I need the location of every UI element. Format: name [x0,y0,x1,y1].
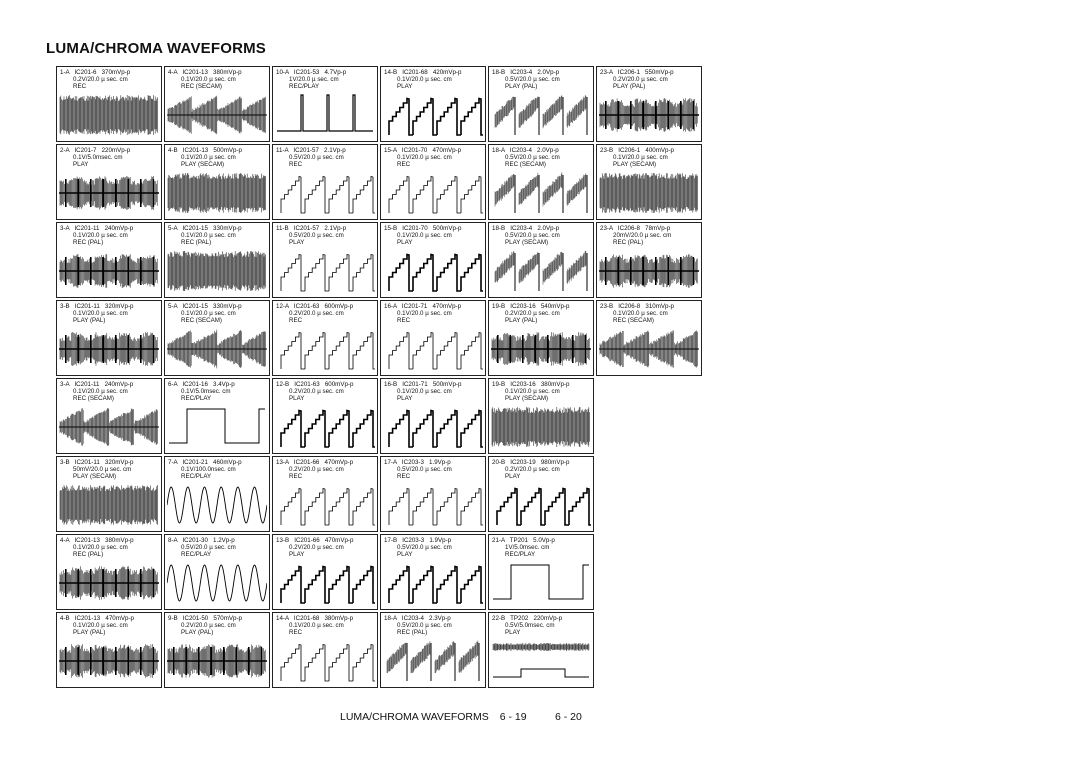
waveform-label [492,147,591,168]
scope-setting: 0.1V/5.0msec. cm [73,154,123,162]
waveform-label [168,147,267,168]
waveform-label [168,303,267,324]
waveform-label [384,459,483,480]
waveform-label [276,225,375,246]
waveform-panel [488,534,594,610]
waveform-grid [56,66,707,694]
waveform-panel [164,144,270,220]
test-point-id: 16-A IC201-71 470mVp-p [384,303,462,310]
waveform-trace [59,559,159,607]
test-point-id: 21-A TP201 5.0Vp-p [492,537,555,544]
waveform-label [384,381,483,402]
waveform-trace [491,325,591,373]
mode-label: PLAY [397,83,413,91]
mode-label: REC/PLAY [505,551,536,559]
scope-setting: 0.1V/20.0 µ sec. cm [397,76,452,84]
scope-setting: 0.1V/20.0 µ sec. cm [181,76,236,84]
scope-setting: 0.5V/20.0 µ sec. cm [505,76,560,84]
test-point-id: 23-A IC206-1 550mVp-p [600,69,674,76]
waveform-label [384,615,483,636]
scope-setting: 1V/20.0 µ sec. cm [289,76,339,84]
waveform-label [600,225,699,246]
waveform-trace [491,637,591,685]
waveform-trace [167,637,267,685]
test-point-id: 18-A IC203-4 2.3Vp-p [384,615,451,622]
waveform-trace [275,481,375,529]
waveform-trace [599,169,699,217]
waveform-panel [272,300,378,376]
waveform-trace [167,91,267,139]
test-point-id: 6-A IC201-16 3.4Vp-p [168,381,235,388]
scope-setting: 0.1V/20.0 µ sec. cm [73,388,128,396]
mode-label: PLAY (PAL) [73,629,106,637]
scope-setting: 0.1V/20.0 µ sec. cm [397,388,452,396]
waveform-panel [164,378,270,454]
test-point-id: 12-A IC201-63 600mVp-p [276,303,354,310]
mode-label: PLAY (PAL) [73,317,106,325]
mode-label: REC/PLAY [181,551,212,559]
waveform-label [276,459,375,480]
waveform-trace [59,403,159,451]
mode-label: REC (PAL) [613,239,644,247]
waveform-panel [380,534,486,610]
mode-label: PLAY [289,551,305,559]
scope-setting: 0.1V/20.0 µ sec. cm [181,310,236,318]
mode-label: REC (PAL) [397,629,428,637]
waveform-trace [59,247,159,295]
scope-setting: 0.2V/20.0 µ sec. cm [289,544,344,552]
mode-label: REC [397,161,411,169]
waveform-panel [488,144,594,220]
test-point-id: 20-B IC203-19 980mVp-p [492,459,570,466]
waveform-label [600,147,699,168]
waveform-panel [272,144,378,220]
waveform-panel [596,222,702,298]
waveform-panel [488,66,594,142]
waveform-label [276,381,375,402]
waveform-trace [275,247,375,295]
waveform-panel [380,222,486,298]
scope-setting: 0.2V/20.0 µ sec. cm [181,622,236,630]
waveform-panel [56,300,162,376]
waveform-panel [164,222,270,298]
footer-section-title: LUMA/CHROMA WAVEFORMS [340,711,489,723]
waveform-label [60,225,159,246]
waveform-label [492,69,591,90]
scope-setting: 0.2V/20.0 µ sec. cm [289,466,344,474]
waveform-trace [275,169,375,217]
footer-page-number-right: 6 - 20 [555,711,582,723]
test-point-id: 4-B IC201-13 470mVp-p [60,615,134,622]
waveform-trace [167,325,267,373]
scope-setting: 0.1V/20.0 µ sec. cm [73,232,128,240]
test-point-id: 18-A IC203-4 2.0Vp-p [492,147,559,154]
scope-setting: 0.5V/20.0 µ sec. cm [289,154,344,162]
waveform-label [60,147,159,168]
waveform-panel [56,534,162,610]
waveform-panel [164,300,270,376]
test-point-id: 19-B IC203-16 380mVp-p [492,381,570,388]
test-point-id: 15-B IC201-70 500mVp-p [384,225,462,232]
page-title: LUMA/CHROMA WAVEFORMS [46,40,267,57]
waveform-label [492,537,591,558]
test-point-id: 22-B TP202 220mVp-p [492,615,563,622]
waveform-panel [56,612,162,688]
scope-setting: 0.5V/20.0 µ sec. cm [505,232,560,240]
waveform-panel [272,456,378,532]
test-point-id: 4-A IC201-13 380mVp-p [60,537,134,544]
waveform-panel [56,378,162,454]
test-point-id: 12-B IC201-63 600mVp-p [276,381,354,388]
mode-label: PLAY (SECAM) [613,161,657,169]
test-point-id: 23-B IC206-8 310mVp-p [600,303,674,310]
test-point-id: 4-B IC201-13 500mVp-p [168,147,242,154]
waveform-panel [56,222,162,298]
waveform-trace [167,169,267,217]
test-point-id: 19-B IC203-16 540mVp-p [492,303,570,310]
waveform-label [600,69,699,90]
mode-label: PLAY (SECAM) [505,239,549,247]
test-point-id: 17-A IC203-3 1.9Vp-p [384,459,451,466]
scope-setting: 0.1V/20.0 µ sec. cm [181,154,236,162]
mode-label: REC/PLAY [181,395,212,403]
waveform-trace [275,325,375,373]
mode-label: REC/PLAY [289,83,320,91]
test-point-id: 14-A IC201-68 380mVp-p [276,615,354,622]
test-point-id: 17-B IC203-3 1.9Vp-p [384,537,452,544]
scope-setting: 0.5V/20.0 µ sec. cm [397,466,452,474]
waveform-trace [275,403,375,451]
scope-setting: 0.2V/20.0 µ sec. cm [505,310,560,318]
scope-setting: 0.5V/20.0 µ sec. cm [181,544,236,552]
mode-label: REC (SECAM) [505,161,546,169]
waveform-trace [491,559,591,607]
waveform-panel [380,612,486,688]
mode-label: REC [289,317,303,325]
mode-label: REC (PAL) [73,239,104,247]
scope-setting: 0.5V/5.0msec. cm [505,622,555,630]
waveform-label [60,303,159,324]
waveform-panel [272,378,378,454]
waveform-panel [488,612,594,688]
mode-label: PLAY (PAL) [181,629,214,637]
scope-setting: 0.5V/20.0 µ sec. cm [397,544,452,552]
mode-label: PLAY (PAL) [613,83,646,91]
waveform-panel [164,456,270,532]
waveform-label [276,615,375,636]
waveform-panel [380,456,486,532]
waveform-panel [272,612,378,688]
mode-label: REC [289,161,303,169]
scope-setting: 0.1V/5.0msec. cm [181,388,231,396]
waveform-panel [596,144,702,220]
mode-label: PLAY [505,473,521,481]
test-point-id: 15-A IC201-70 470mVp-p [384,147,462,154]
waveform-trace [491,91,591,139]
mode-label: REC [397,473,411,481]
waveform-panel [56,456,162,532]
waveform-trace [167,481,267,529]
mode-label: PLAY (SECAM) [73,473,117,481]
waveform-label [600,303,699,324]
waveform-trace [59,325,159,373]
waveform-label [492,615,591,636]
waveform-label [276,69,375,90]
waveform-panel [56,144,162,220]
test-point-id: 23-A IC206-8 78mVp-p [600,225,671,232]
scope-setting: 0.1V/100.0nsec. cm [181,466,236,474]
waveform-panel [164,612,270,688]
mode-label: PLAY (PAL) [505,83,538,91]
scope-setting: 0.2V/20.0 µ sec. cm [505,466,560,474]
mode-label: REC (PAL) [181,239,212,247]
waveform-trace [599,325,699,373]
scope-setting: 50mV/20.0 µ sec. cm [73,466,132,474]
test-point-id: 2-A IC201-7 220mVp-p [60,147,131,154]
waveform-panel [56,66,162,142]
test-point-id: 18-B IC203-4 2.0Vp-p [492,69,560,76]
mode-label: PLAY [397,395,413,403]
waveform-trace [167,559,267,607]
scope-setting: 0.1V/20.0 µ sec. cm [397,154,452,162]
waveform-trace [491,403,591,451]
mode-label: REC (SECAM) [181,83,222,91]
waveform-trace [383,325,483,373]
test-point-id: 4-A IC201-13 380mVp-p [168,69,242,76]
mode-label: PLAY (SECAM) [181,161,225,169]
waveform-panel [488,222,594,298]
waveform-trace [491,169,591,217]
waveform-label [168,225,267,246]
waveform-trace [167,403,267,451]
waveform-panel [488,378,594,454]
waveform-panel [380,378,486,454]
test-point-id: 10-A IC201-53 4.7Vp-p [276,69,347,76]
mode-label: PLAY (SECAM) [505,395,549,403]
mode-label: REC [289,629,303,637]
scope-setting: 0.1V/20.0 µ sec. cm [181,232,236,240]
waveform-label [60,459,159,480]
waveform-panel [164,534,270,610]
mode-label: REC [397,317,411,325]
scope-setting: 0.1V/20.0 µ sec. cm [505,388,560,396]
scope-setting: 0.2V/20.0 µ sec. cm [613,76,668,84]
waveform-trace [275,637,375,685]
test-point-id: 13-B IC201-66 470mVp-p [276,537,354,544]
test-point-id: 14-B IC201-68 420mVp-p [384,69,462,76]
waveform-trace [491,481,591,529]
waveform-panel [272,534,378,610]
scope-setting: 0.2V/20.0 µ sec. cm [73,76,128,84]
waveform-label [384,147,483,168]
test-point-id: 3-B IC201-11 320mVp-p [60,459,134,466]
waveform-trace [383,247,483,295]
waveform-trace [383,559,483,607]
waveform-label [276,303,375,324]
scope-setting: 0.1V/20.0 µ sec. cm [397,310,452,318]
scope-setting: 0.2V/20.0 µ sec. cm [289,310,344,318]
test-point-id: 3-B IC201-11 320mVp-p [60,303,134,310]
waveform-label [384,537,483,558]
footer-left [340,711,527,723]
waveform-trace [383,91,483,139]
scope-setting: 0.1V/20.0 µ sec. cm [73,622,128,630]
waveform-panel [380,144,486,220]
mode-label: REC (SECAM) [73,395,114,403]
test-point-id: 3-A IC201-11 240mVp-p [60,225,134,232]
waveform-trace [275,91,375,139]
scope-setting: 0.1V/20.0 µ sec. cm [397,232,452,240]
test-point-id: 3-A IC201-11 240mVp-p [60,381,134,388]
waveform-trace [599,247,699,295]
waveform-label [384,69,483,90]
test-point-id: 1-A IC201-6 370mVp-p [60,69,131,76]
waveform-panel [596,66,702,142]
waveform-trace [59,481,159,529]
test-point-id: 7-A IC201-21 460mVp-p [168,459,242,466]
test-point-id: 16-B IC201-71 500mVp-p [384,381,462,388]
waveform-label [60,615,159,636]
waveform-panel [488,300,594,376]
waveform-trace [383,169,483,217]
waveform-label [276,147,375,168]
waveform-label [492,225,591,246]
mode-label: PLAY [73,161,89,169]
test-point-id: 9-B IC201-50 570mVp-p [168,615,242,622]
waveform-label [492,459,591,480]
mode-label: PLAY [289,239,305,247]
waveform-label [60,69,159,90]
scope-setting: 0.1V/20.0 µ sec. cm [73,310,128,318]
waveform-panel [380,66,486,142]
scope-setting: 0.1V/20.0 µ sec. cm [289,622,344,630]
waveform-label [60,381,159,402]
footer-page-number-left: 6 - 19 [499,711,527,723]
waveform-panel [488,456,594,532]
scope-setting: 1V/5.0msec. cm [505,544,550,552]
test-point-id: 18-B IC203-4 2.0Vp-p [492,225,560,232]
mode-label: REC (SECAM) [613,317,654,325]
scope-setting: 0.5V/20.0 µ sec. cm [289,232,344,240]
scope-setting: 0.1V/20.0 µ sec. cm [613,154,668,162]
mode-label: REC [73,83,87,91]
waveform-trace [275,559,375,607]
waveform-label [168,537,267,558]
waveform-label [384,225,483,246]
scope-setting: 20mV/20.0 µ sec. cm [613,232,672,240]
test-point-id: 23-B IC206-1 400mVp-p [600,147,674,154]
test-point-id: 13-A IC201-66 470mVp-p [276,459,354,466]
mode-label: REC (PAL) [73,551,104,559]
waveform-label [492,381,591,402]
test-point-id: 11-B IC201-57 2.1Vp-p [276,225,347,232]
mode-label: REC [289,473,303,481]
waveform-trace [383,403,483,451]
waveform-panel [272,222,378,298]
waveform-label [168,69,267,90]
scope-setting: 0.1V/20.0 µ sec. cm [613,310,668,318]
waveform-panel [596,300,702,376]
mode-label: REC/PLAY [181,473,212,481]
scope-setting: 0.2V/20.0 µ sec. cm [289,388,344,396]
waveform-label [168,615,267,636]
mode-label: PLAY [397,551,413,559]
waveform-trace [59,637,159,685]
mode-label: PLAY (PAL) [505,317,538,325]
waveform-label [384,303,483,324]
waveform-trace [59,91,159,139]
waveform-trace [59,169,159,217]
scope-setting: 0.5V/20.0 µ sec. cm [505,154,560,162]
waveform-label [168,459,267,480]
test-point-id: 11-A IC201-57 2.1Vp-p [276,147,346,154]
waveform-label [168,381,267,402]
waveform-trace [599,91,699,139]
waveform-trace [167,247,267,295]
waveform-trace [383,481,483,529]
mode-label: PLAY [505,629,521,637]
waveform-trace [491,247,591,295]
scope-setting: 0.1V/20.0 µ sec. cm [73,544,128,552]
waveform-trace [383,637,483,685]
test-point-id: 8-A IC201-30 1.2Vp-p [168,537,235,544]
waveform-label [60,537,159,558]
waveform-panel [164,66,270,142]
test-point-id: 5-A IC201-15 330mVp-p [168,225,242,232]
test-point-id: 5-A IC201-15 330mVp-p [168,303,242,310]
waveform-panel [380,300,486,376]
waveform-label [492,303,591,324]
mode-label: REC (SECAM) [181,317,222,325]
waveform-label [276,537,375,558]
scope-setting: 0.5V/20.0 µ sec. cm [397,622,452,630]
waveform-panel [272,66,378,142]
mode-label: PLAY [289,395,305,403]
mode-label: PLAY [397,239,413,247]
